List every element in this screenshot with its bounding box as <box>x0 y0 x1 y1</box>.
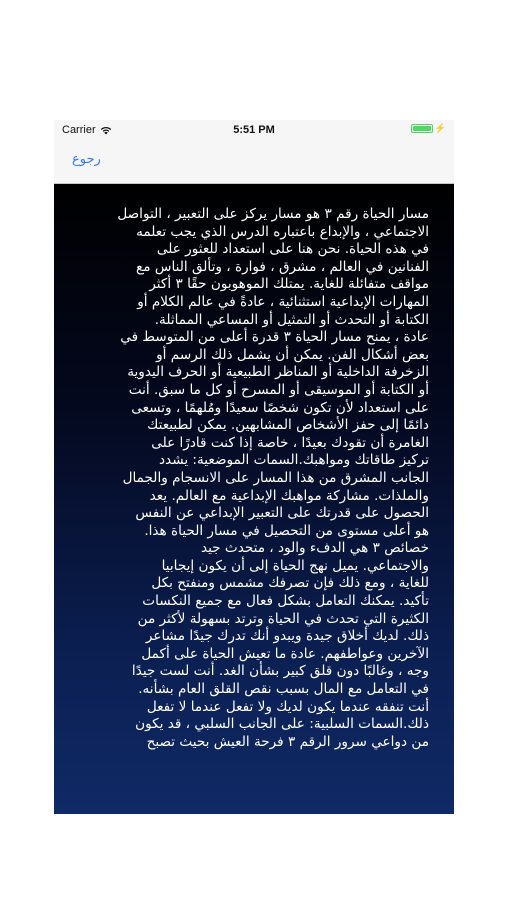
battery-level <box>413 126 431 131</box>
status-bar <box>54 120 454 140</box>
battery-icon <box>411 124 433 133</box>
article-text: مسار الحياة رقم ٣ هو مسار يركز على التعبير ، التواصل الاجتماعي ، والإبداع باعتباره الدرس الذي يجب تعلمه في هذه الحياة. نحن هنا على استعداد للعثور على الفنانين في العالم ، مشرق ، فوارة ، وتألق الناس مع مواقف متفائلة للغاية. يمتلك الموهوبون حقًا ٣ أكثر المهارات الإبداعية استثنائية ، عادةً في عالم الكلام أو الكتابة أو التحدث أو التمثيل أو المساعي المماثلة. عادة ، يمنح مسار الحياة ٣ قدرة أعلى من المتوسط في بعض أشكال الفن. يمكن أن يشمل ذلك الرسم أو الزخرفة الداخلية أو المناظر الطبيعية أو الحرف اليدوية أو الكتابة أو الموسيقى أو المسرح أو كل ما سبق. أنت على استعداد لأن تكون شخصًا سعيدًا ومُلهمًا ، وتسعى دائمًا إلى حفز الأشخاص المشابهين. يمكن لطبيعتك الغامرة أن تقودك بعيدًا ، خاصة إذا كنت قادرًا على تركيز طاقاتك ومواهبك.السمات الموضعية: يشدد الجانب المشرق من هذا المسار على الانسجام والجمال والملذات. مشاركة مواهبك الإبداعية مع العالم. يعد الحصول على قدرتك على التعبير الإبداعي عن النفس هو أعلى مستوى من التحصيل في مسار الحياة هذا. خصائص ٣ هي الدفء والود ، متحدث جيد والاجتماعي. يميل نهج الحياة إلى أن يكون إيجابيا للغاية ، ومع ذلك فإن تصرفك مشمس ومنفتح بكل تأكيد. يمكنك التعامل بشكل فعال مع جميع النكسات الكثيرة التي تحدث في الحياة وترتد بسهولة لأكثر من ذلك. لديك أخلاق جيدة ويبدو أنك تدرك جيدًا مشاعر الآخرين وعواطفهم. عادة ما تعيش الحياة على أكمل وجه ، وغالبًا دون قلق كبير بشأن الغد. أنت لست جيدًا في التعامل مع المال بسبب نقص القلق العام بشأنه. أنت تنفقه عندما يكون لديك ولا تفعل عندما لا تفعل ذلك.السمات السلبية: على الجانب السلبي ، قد يكون من دواعي سرور الرقم ٣ فرحة العيش بحيث تصبح <box>117 206 429 750</box>
navigation-bar <box>54 140 454 184</box>
article-scroll-view[interactable] <box>54 184 454 814</box>
status-time: 5:51 PM <box>233 124 275 136</box>
charging-icon: ⚡ <box>434 123 446 133</box>
battery-indicator <box>411 124 446 133</box>
back-button[interactable]: رجوع <box>72 152 101 167</box>
carrier-label: Carrier <box>62 124 96 136</box>
phone-screen <box>54 120 454 814</box>
